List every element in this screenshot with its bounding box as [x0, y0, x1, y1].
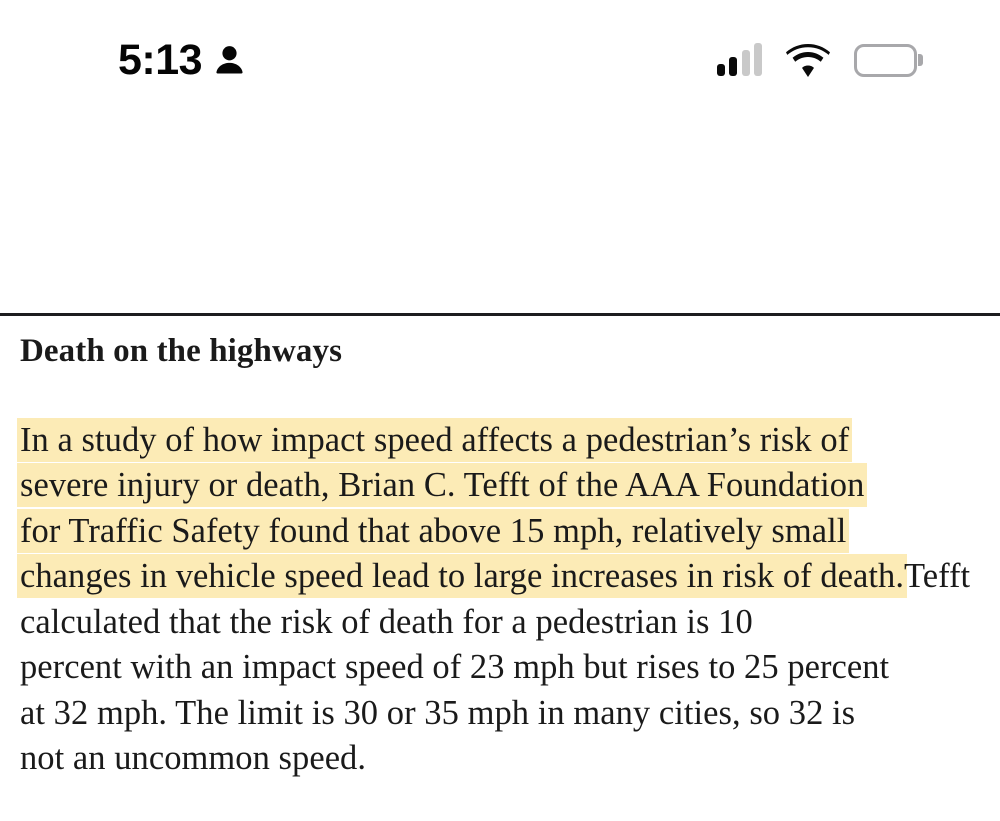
text-line: not an uncommon speed. — [20, 739, 367, 778]
highlighted-text[interactable] — [20, 420, 904, 597]
article-body — [20, 418, 980, 782]
status-bar — [0, 0, 1000, 120]
cellular-signal-icon — [717, 44, 763, 76]
battery-icon — [854, 43, 922, 77]
text-line: at 32 mph. The limit is 30 or 35 mph in many cities, so 32 is — [20, 693, 856, 732]
status-bar-right-group — [717, 43, 923, 77]
battery-cap — [918, 54, 923, 66]
status-bar-clock: 5:13 — [118, 35, 203, 84]
person-icon — [216, 45, 243, 75]
article-title: Death on the highways — [20, 333, 343, 369]
battery-outline — [854, 44, 917, 77]
text-line: severe injury or death, Brian C. Tefft of the AAA Foundation — [20, 466, 865, 505]
wifi-icon — [786, 44, 830, 77]
text-line: for Traffic Safety found that above 15 mph, relatively small — [20, 511, 847, 550]
content-divider — [0, 313, 1000, 316]
text-line: Tefft calculated that the risk of death for a pedestrian is 10 — [20, 557, 971, 641]
text-line: In a study of how impact speed affects a pedestrian’s risk of — [20, 420, 850, 459]
text-line: percent with an impact speed of 23 mph but rises to 25 percent — [20, 648, 890, 687]
article-container — [0, 332, 1000, 782]
text-line: changes in vehicle speed lead to large increases in risk of death. — [20, 557, 904, 596]
status-bar-left-group — [118, 35, 243, 84]
